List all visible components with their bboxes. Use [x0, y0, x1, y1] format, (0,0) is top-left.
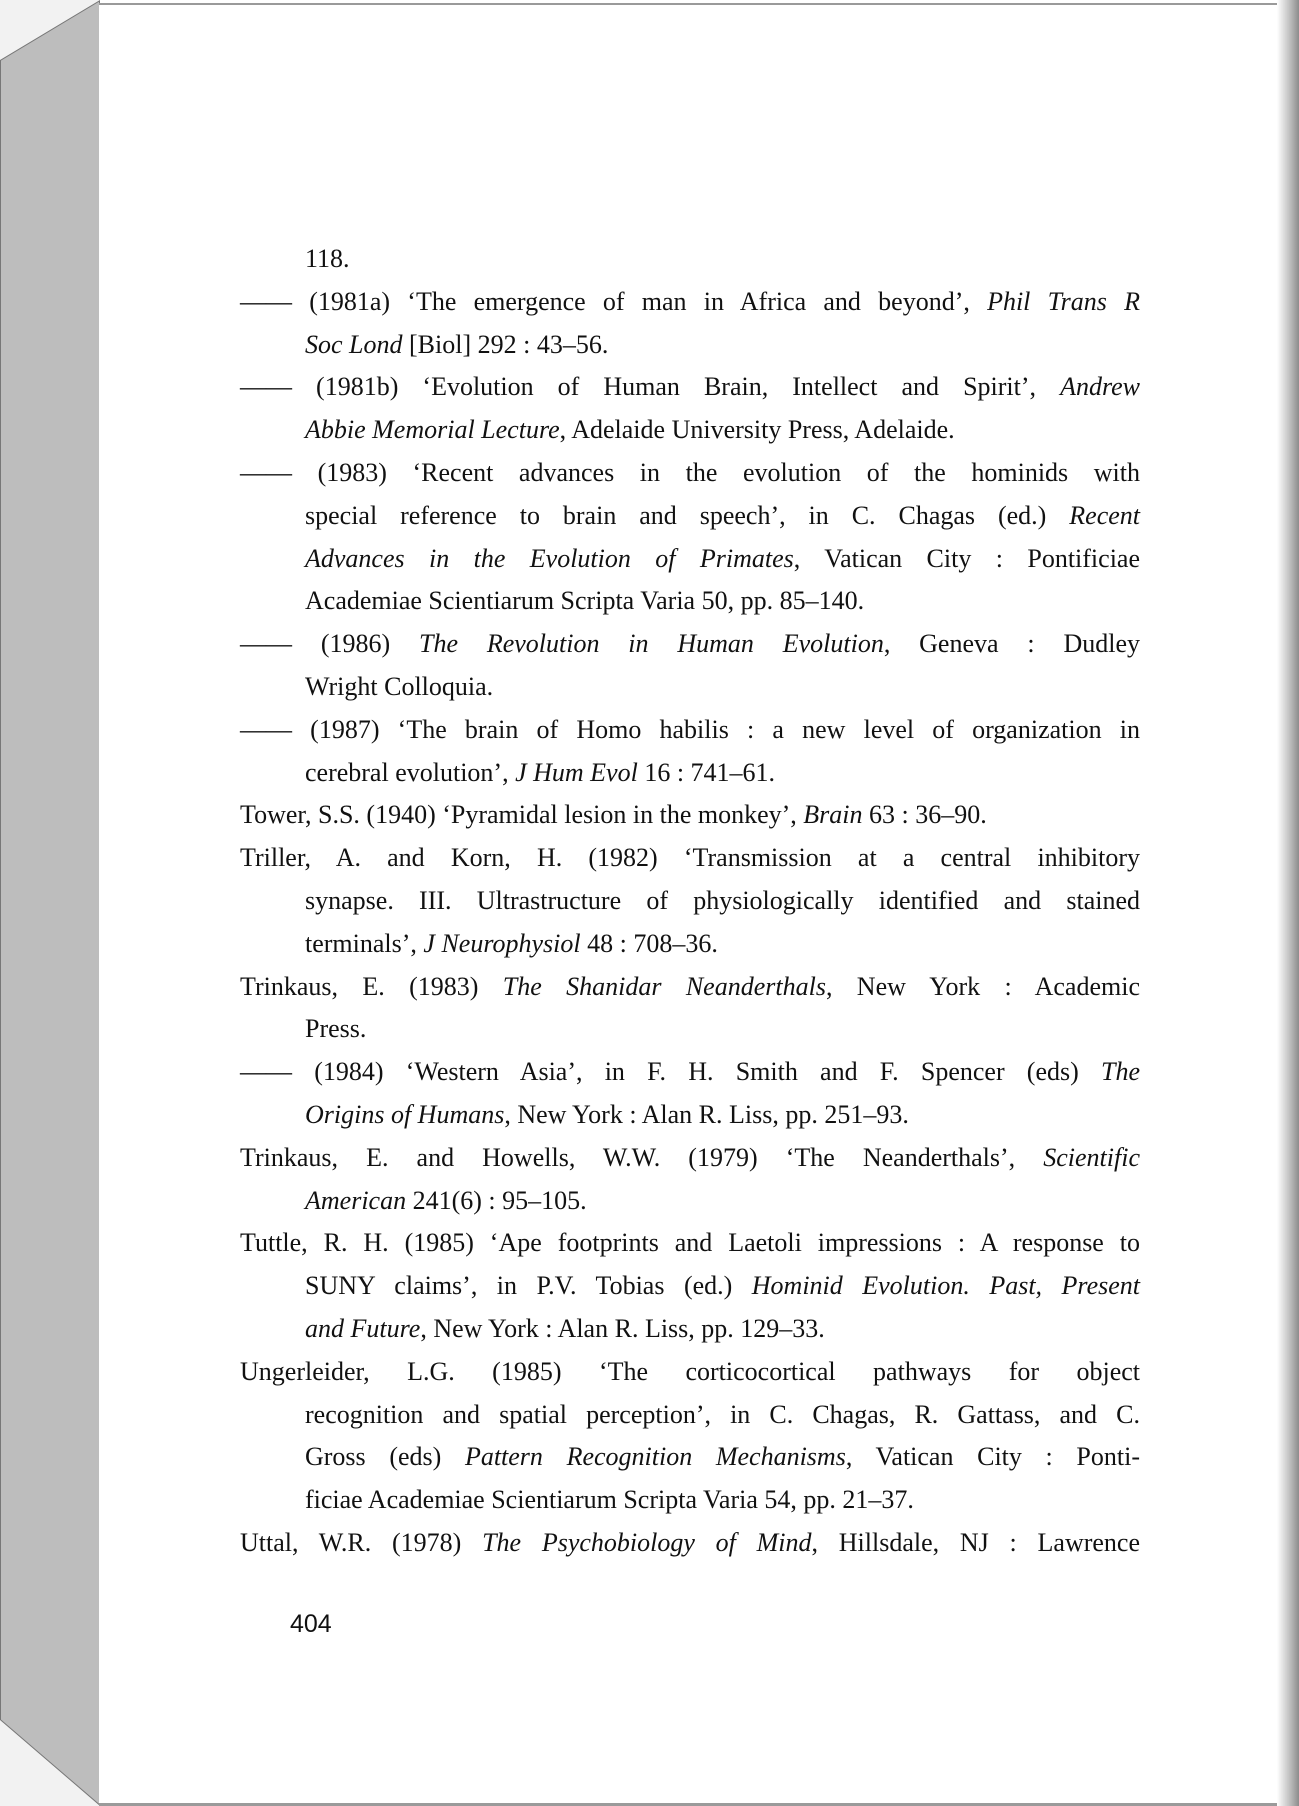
italic-title-text: Origins of Humans: [305, 1100, 505, 1129]
reference-text: 118.: [305, 244, 350, 273]
reference-entry-continuation-line: [305, 496, 1140, 536]
reference-entry-first-line: [240, 282, 1140, 322]
reference-entry-first-line: [240, 710, 1140, 750]
italic-title-text: Brain: [803, 800, 863, 830]
reference-text: [Biol] 292 : 43–56.: [402, 329, 609, 359]
reference-entry-continuation-line: [305, 1309, 1140, 1349]
reference-text: , New York : Alan R. Liss, pp. 251–93.: [504, 1100, 909, 1129]
reference-text: —— (1981a) ‘The emergence of man in Africa and beyond’,: [240, 286, 988, 316]
reference-text: recognition and spatial perception’, in C. Chagas, R. Gattass, and C.: [305, 1399, 1140, 1429]
reference-text: , New York : Alan R. Liss, pp. 129–33.: [420, 1314, 825, 1343]
italic-title-text: Pattern Recognition Mechanisms: [464, 1442, 846, 1472]
reference-text: , Hillsdale, NJ : Lawrence: [811, 1528, 1140, 1557]
reference-text: Ungerleider, L.G. (1985) ‘The corticocortical pathways for object: [240, 1356, 1140, 1386]
italic-title-text: Advances in the Evolution of Primates: [305, 543, 794, 573]
reference-text: cerebral evolution’,: [305, 757, 516, 787]
italic-title-text: Abbie Memorial Lecture: [305, 415, 560, 445]
reference-entry-continuation-line: [305, 539, 1140, 579]
reference-text: 63 : 36–90.: [862, 800, 987, 830]
italic-title-text: The Revolution in Human Evolution: [418, 629, 884, 659]
book-spine-edge: [0, 0, 100, 1806]
reference-text: —— (1987) ‘The brain of Homo habilis : a new level of organization in: [240, 714, 1140, 744]
reference-text: Tower, S.S. (1940) ‘Pyramidal lesion in the monkey’,: [240, 800, 804, 830]
reference-entry-first-line: [240, 367, 1140, 407]
italic-title-text: Scientific: [1043, 1142, 1140, 1172]
italic-title-text: Phil Trans R: [987, 286, 1140, 316]
reference-text: Wright Colloquia.: [305, 672, 494, 701]
reference-text: —— (1984) ‘Western Asia’, in F. H. Smith and F. Spencer (eds): [240, 1057, 1101, 1087]
reference-text: SUNY claims’, in P.V. Tobias (ed.): [305, 1271, 752, 1301]
reference-entry-first-line: [240, 838, 1140, 878]
page-number: 404: [290, 1610, 332, 1638]
reference-entry-continuation-line: [305, 1266, 1140, 1306]
reference-entry-continuation-line: [305, 1480, 1140, 1520]
reference-text: , Vatican City : Ponti-: [845, 1442, 1140, 1472]
reference-text: ficiae Academiae Scientiarum Scripta Varia 54, pp. 21–37.: [305, 1485, 914, 1515]
reference-text: , Vatican City : Pontificiae: [793, 543, 1140, 573]
reference-entry-first-line: [240, 624, 1140, 664]
reference-entry-continuation-line: [305, 881, 1140, 921]
reference-entry-continuation-line: [305, 924, 1140, 964]
reference-entry-continuation-line: [305, 581, 1140, 621]
reference-text: Press.: [305, 1014, 367, 1044]
reference-text: Gross (eds): [305, 1442, 465, 1472]
reference-entry-continuation-line: [305, 325, 1140, 365]
reference-text: , Adelaide University Press, Adelaide.: [559, 415, 955, 445]
reference-entry-continuation-line: [305, 239, 1140, 279]
reference-entry-first-line: [240, 453, 1140, 493]
reference-text: 241(6) : 95–105.: [406, 1185, 587, 1215]
reference-text: —— (1981b) ‘Evolution of Human Brain, Intellect and Spirit’,: [240, 372, 1061, 402]
reference-entry-first-line: [240, 1138, 1140, 1178]
reference-entry-first-line: [240, 795, 1140, 835]
reference-text: —— (1986): [240, 629, 419, 659]
reference-entry-first-line: [240, 1523, 1140, 1563]
italic-title-text: American: [305, 1185, 407, 1215]
reference-entry-continuation-line: [305, 1181, 1140, 1221]
reference-entry-continuation-line: [305, 1009, 1140, 1049]
italic-title-text: J Hum Evol: [515, 757, 638, 787]
reference-entry-continuation-line: [305, 410, 1140, 450]
reference-entry-continuation-line: [305, 753, 1140, 793]
reference-text: terminals’,: [305, 928, 424, 958]
reference-entry-continuation-line: [305, 1395, 1140, 1435]
reference-text: synapse. III. Ultrastructure of physiologically identified and stained: [305, 886, 1140, 915]
reference-entry-first-line: [240, 967, 1140, 1007]
italic-title-text: and Future: [305, 1314, 421, 1343]
reference-text: special reference to brain and speech’, in C. Chagas (ed.): [305, 500, 1070, 530]
reference-entry-first-line: [240, 1223, 1140, 1263]
reference-text: Trinkaus, E. (1983): [240, 971, 503, 1001]
reference-entry-first-line: [240, 1352, 1140, 1392]
reference-text: Academiae Scientiarum Scripta Varia 50, pp. 85–140.: [305, 586, 865, 616]
reference-text: 48 : 708–36.: [580, 928, 718, 958]
italic-title-text: Soc Lond: [305, 329, 403, 359]
reference-entry-continuation-line: [305, 1095, 1140, 1135]
italic-title-text: The Psychobiology of Mind: [482, 1528, 812, 1557]
reference-text: Triller, A. and Korn, H. (1982) ‘Transmission at a central inhibitory: [240, 843, 1140, 873]
italic-title-text: The Shanidar Neanderthals: [502, 971, 826, 1001]
reference-entry-first-line: [240, 1052, 1140, 1092]
reference-text: —— (1983) ‘Recent advances in the evolution of the hominids with: [240, 458, 1140, 487]
reference-text: , New York : Academic: [825, 971, 1140, 1001]
page-right-shadow: [1277, 0, 1299, 1806]
reference-text: Uttal, W.R. (1978): [240, 1528, 483, 1557]
reference-text: Trinkaus, E. and Howells, W.W. (1979) ‘The Neanderthals’,: [240, 1142, 1044, 1172]
reference-text: , Geneva : Dudley: [883, 629, 1140, 659]
italic-title-text: Hominid Evolution. Past, Present: [751, 1271, 1140, 1301]
reference-entry-continuation-line: [305, 1437, 1140, 1477]
reference-text: Tuttle, R. H. (1985) ‘Ape footprints and Laetoli impressions : A response to: [240, 1228, 1140, 1258]
reference-entry-continuation-line: [305, 667, 1140, 707]
italic-title-text: Andrew: [1060, 372, 1140, 402]
reference-text: 16 : 741–61.: [637, 757, 776, 787]
italic-title-text: Recent: [1069, 500, 1140, 530]
italic-title-text: J Neurophysiol: [423, 928, 581, 958]
italic-title-text: The: [1101, 1057, 1140, 1087]
